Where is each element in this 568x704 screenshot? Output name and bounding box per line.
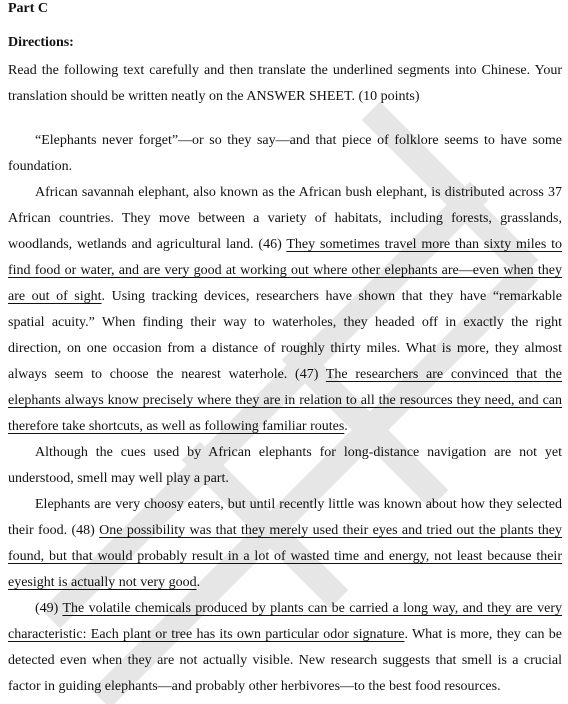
part-heading: Part C [8, 1, 49, 16]
underlined-segment-46: They sometimes travel more than sixty miles to find food or water, and are very good at working out where other elephants are—even when they are out of sight [8, 237, 563, 304]
directions-heading: Directions: [8, 35, 74, 50]
directions-text: Read the following text carefully and then translate the underlined segments into Chinese. Your translation should be written neatly on the ANSWER SHEET. (10 points) [8, 63, 562, 104]
paragraph-2-text-a: African savannah elephant, also known as the African bush elephant, is distributed across 37 African countries. They move between a variety of habitats, including forests, grasslands, woodlands, wetlands and agricultural land. (46) [8, 185, 562, 252]
paragraph-3: Although the cues used by African elephants for long-distance navigation are not yet understood, smell may well play a part. [8, 445, 562, 486]
paragraph-5 [8, 596, 562, 700]
underlined-segment-47: The researchers are convinced that the elephants always know precisely where they are in relation to all the resources they need, and can therefore take shortcuts, as well as following familiar routes [8, 367, 563, 434]
paragraph-4-text-b: . [196, 575, 201, 590]
paragraph-5-text-a: (49) [35, 601, 63, 616]
paragraph-2-text-c: . [344, 419, 348, 434]
paragraph-1: “Elephants never forget”—or so they say—and that piece of folklore seems to have some foundation. [8, 133, 562, 174]
paragraph-2 [8, 180, 562, 440]
paragraph-4 [8, 492, 562, 596]
paragraph-2-text-b: . Using tracking devices, researchers have shown that they have “remarkable spatial acuity.” When finding their way to waterholes, they headed off in exactly the right direction, on one occasion from a distance of roughly thirty miles. What is more, they almost always seem to choose the nearest waterhole. (47) [8, 289, 562, 382]
underlined-segment-48: One possibility was that they merely used their eyes and tried out the plants they found, but that would probably result in a lot of wasted time and energy, not least because their eyesight is actually not very good [8, 523, 562, 590]
paragraph-5-text-b: . What is more, they can be detected even when they are not actually visible. New research suggests that smell is a crucial factor in guiding elephants—and probably other herbivores—to the best food resources. [8, 627, 562, 694]
paragraph-4-text-a: Elephants are very choosy eaters, but until recently little was known about how they selected their food. (48) [8, 497, 562, 538]
underlined-segment-49: The volatile chemicals produced by plants can be carried a long way, and they are very characteristic: Each plant or tree has its own particular odor signature [8, 601, 562, 642]
